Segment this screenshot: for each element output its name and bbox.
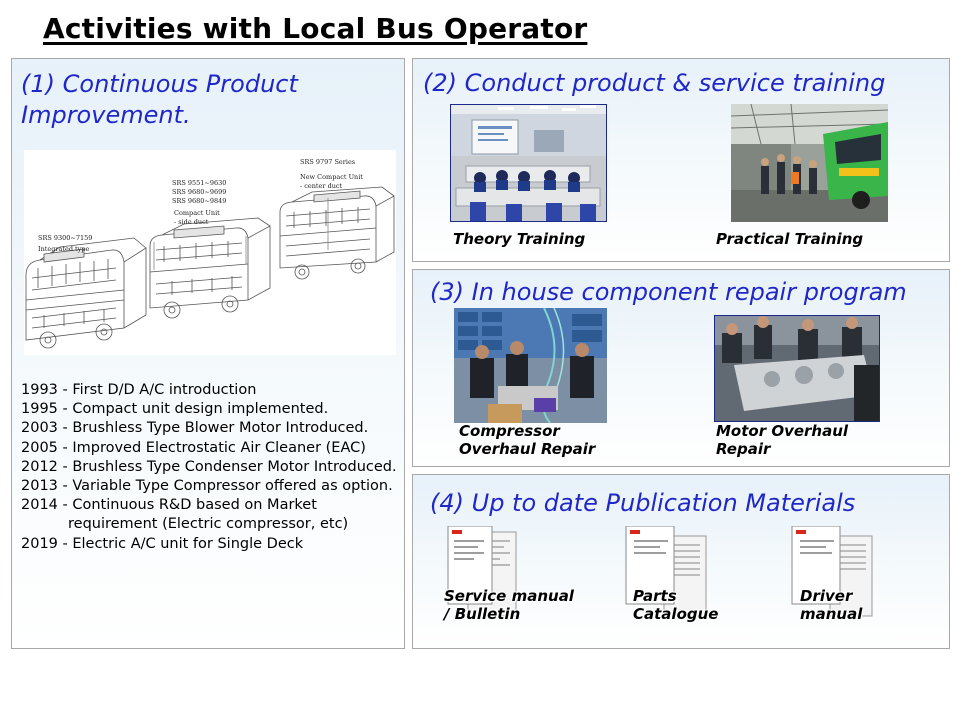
caption-driver-manual — [800, 587, 862, 623]
compressor-repair-photo — [454, 308, 607, 423]
caption-service-manual — [444, 587, 574, 623]
motor-repair-photo — [714, 315, 880, 422]
diagram-label-center-duct: - center duct — [300, 182, 343, 190]
caption-motor-line-1: Motor Overhaul — [716, 422, 849, 440]
timeline-item: 1993 - First D/D A/C introduction — [21, 382, 257, 398]
timeline-item: 2014 - Continuous R&D based on Market requirement (Electric compressor, etc) — [21, 497, 349, 533]
panel1-heading-line-1: (1) Continuous Product — [21, 70, 298, 98]
caption-motor-repair — [716, 422, 848, 458]
theory-training-photo — [450, 104, 607, 222]
caption-compressor-line-2: Overhaul Repair — [459, 440, 596, 458]
diagram-label-compact: Compact Unit — [174, 209, 220, 217]
timeline-item: 2019 - Electric A/C unit for Single Deck — [21, 535, 304, 552]
timeline-item: 2003 - Brushless Type Blower Motor Introduced. — [21, 420, 369, 437]
diagram-label-new-compact: New Compact Unit — [300, 173, 363, 181]
panel2-heading: (2) Conduct product & service training — [423, 69, 886, 97]
caption-service-line-1: Service manual — [444, 587, 574, 605]
panel1-heading-line-2: Improvement. — [21, 101, 191, 129]
timeline-item: 2013 - Variable Type Compressor offered as option. — [21, 478, 393, 495]
timeline-item: 1995 - Compact unit design implemented. — [21, 401, 329, 418]
panel1-heading — [21, 69, 298, 131]
panel3-heading: (3) In house component repair program — [430, 278, 907, 306]
diagram-label-series-b: SRS 9680~9699 — [172, 188, 227, 196]
caption-practical-training: Practical Training — [716, 230, 864, 248]
timeline-item: 2005 - Improved Electrostatic Air Cleaner (EAC) — [21, 439, 366, 456]
caption-parts-line-1: Parts — [633, 587, 677, 605]
caption-compressor-repair — [459, 422, 595, 458]
caption-compressor-line-1: Compressor — [459, 422, 560, 440]
diagram-label-side-duct: - side duct — [174, 218, 209, 226]
bus-evolution-diagram — [24, 150, 396, 355]
caption-driver-line-1: Driver — [800, 587, 853, 605]
timeline-item: 2012 - Brushless Type Condenser Motor Introduced. — [21, 458, 397, 475]
caption-driver-line-2: manual — [800, 605, 863, 623]
diagram-label-integrated: Integrated type — [38, 245, 90, 253]
caption-parts-line-2: Catalogue — [633, 605, 719, 623]
diagram-label-9797: SRS 9797 Series — [300, 158, 356, 166]
page-title: Activities with Local Bus Operator — [43, 12, 588, 45]
diagram-label-9300: SRS 9300~7159 — [38, 234, 93, 242]
panel4-heading: (4) Up to date Publication Materials — [430, 489, 856, 517]
diagram-label-series-c: SRS 9680~9849 — [172, 197, 227, 205]
improvement-timeline — [21, 381, 401, 554]
caption-motor-line-2: Repair — [716, 440, 771, 458]
caption-theory-training: Theory Training — [453, 230, 586, 248]
practical-training-photo — [731, 104, 888, 222]
diagram-label-series-a: SRS 9551~9630 — [172, 179, 227, 187]
caption-service-line-2: / Bulletin — [444, 605, 521, 623]
caption-parts-catalogue — [633, 587, 718, 623]
